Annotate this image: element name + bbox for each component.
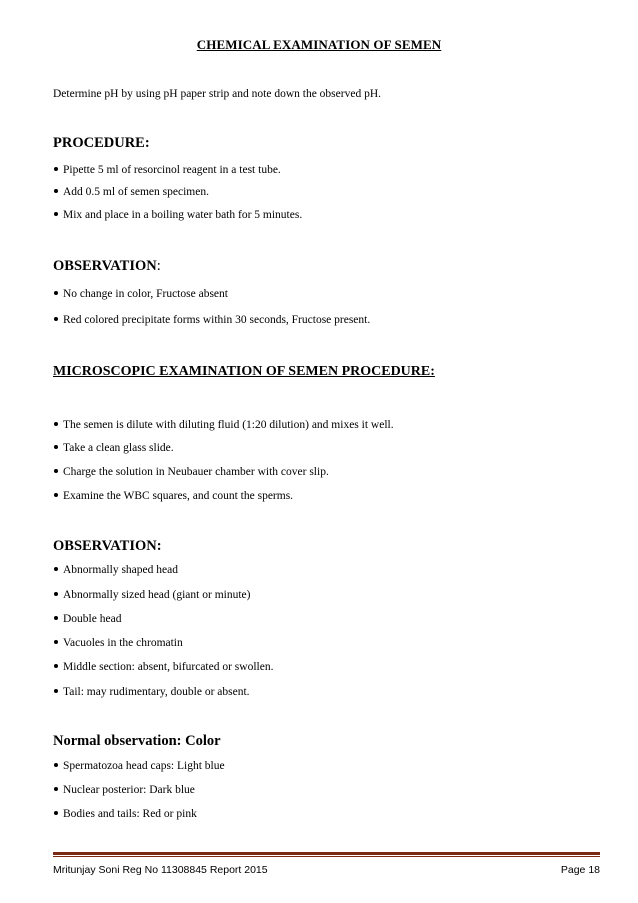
bullet-icon: [54, 664, 58, 668]
bullet-icon: [54, 567, 58, 571]
bullet-icon: [54, 422, 58, 426]
list-item: Spermatozoa head caps: Light blue: [54, 760, 225, 772]
footer-rule-thin: [53, 856, 600, 857]
bullet-icon: [54, 689, 58, 693]
microscopic-heading: MICROSCOPIC EXAMINATION OF SEMEN PROCEDURE:: [53, 364, 435, 379]
list-item: Charge the solution in Neubauer chamber with cover slip.: [54, 466, 329, 478]
bullet-icon: [54, 616, 58, 620]
bullet-icon: [54, 212, 58, 216]
list-item: Tail: may rudimentary, double or absent.: [54, 686, 250, 698]
bullet-icon: [54, 189, 58, 193]
intro-text: Determine pH by using pH paper strip and note down the observed pH.: [53, 88, 381, 100]
list-item: Middle section: absent, bifurcated or swollen.: [54, 661, 273, 673]
list-item: Pipette 5 ml of resorcinol reagent in a test tube.: [54, 164, 281, 176]
list-item: Bodies and tails: Red or pink: [54, 808, 197, 820]
list-item: Abnormally shaped head: [54, 564, 178, 576]
bullet-icon: [54, 469, 58, 473]
bullet-icon: [54, 445, 58, 449]
footer-rule: [53, 852, 600, 855]
bullet-icon: [54, 167, 58, 171]
bullet-icon: [54, 317, 58, 321]
observation-heading: OBSERVATION:: [53, 258, 161, 274]
bullet-icon: [54, 592, 58, 596]
observation-heading: OBSERVATION:: [53, 538, 162, 554]
list-item: No change in color, Fructose absent: [54, 288, 228, 300]
footer-author: Mritunjay Soni Reg No 11308845 Report 2015: [53, 864, 268, 876]
bullet-icon: [54, 291, 58, 295]
page-number: Page 18: [560, 864, 600, 876]
bullet-icon: [54, 787, 58, 791]
procedure-heading: PROCEDURE:: [53, 135, 150, 151]
bullet-icon: [54, 811, 58, 815]
list-item: Double head: [54, 613, 121, 625]
list-item: Vacuoles in the chromatin: [54, 637, 183, 649]
list-item: Take a clean glass slide.: [54, 442, 174, 454]
list-item: The semen is dilute with diluting fluid (1:20 dilution) and mixes it well.: [54, 419, 394, 431]
list-item: Red colored precipitate forms within 30 seconds, Fructose present.: [54, 314, 370, 326]
normal-observation-heading: Normal observation: Color: [53, 733, 221, 749]
list-item: Nuclear posterior: Dark blue: [54, 784, 195, 796]
bullet-icon: [54, 493, 58, 497]
bullet-icon: [54, 640, 58, 644]
page-title: CHEMICAL EXAMINATION OF SEMEN: [196, 37, 442, 52]
bullet-icon: [54, 763, 58, 767]
list-item: Abnormally sized head (giant or minute): [54, 589, 250, 601]
list-item: Examine the WBC squares, and count the sperms.: [54, 490, 293, 502]
list-item: Mix and place in a boiling water bath for 5 minutes.: [54, 209, 302, 221]
list-item: Add 0.5 ml of semen specimen.: [54, 186, 209, 198]
